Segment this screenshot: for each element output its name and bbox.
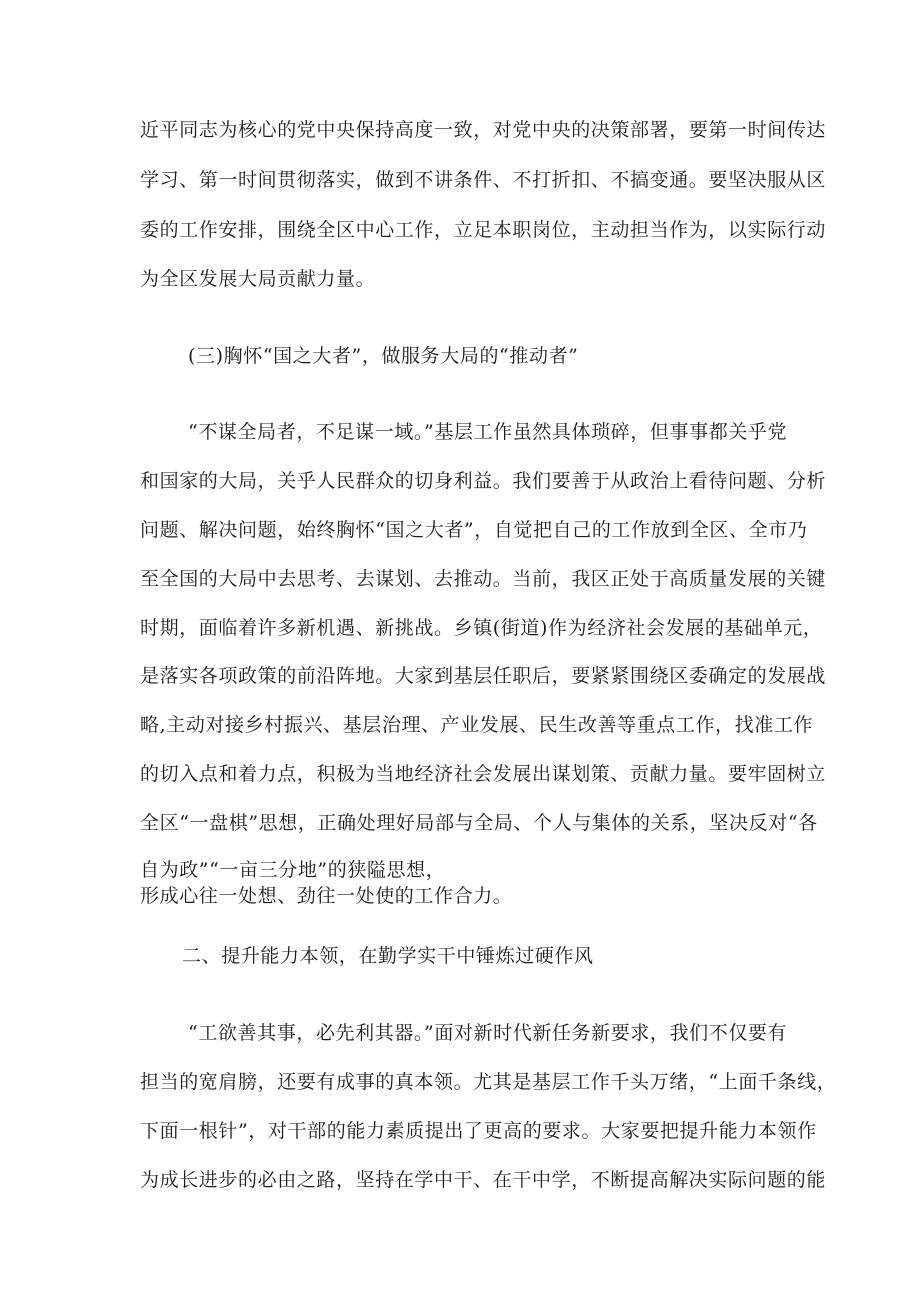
paragraph-line: 和国家的大局，关乎人民群众的切身利益。我们要善于从政治上看待问题、分析 (140, 470, 827, 492)
paragraph-line: 时期，面临着许多新机遇、新挑战。乡镇(街道)作为经济社会发展的基础单元， (140, 617, 823, 639)
paragraph-line: 担当的宽肩膀，还要有成事的真本领。尤其是基层工作千头万绪，“上面千条线， (140, 1071, 837, 1093)
paragraph-line: “工欲善其事，必先利其器。”面对新时代新任务新要求，我们不仅要有 (188, 1022, 788, 1044)
paragraph-line: 自为政”“一亩三分地”的狭隘思想， (140, 859, 446, 881)
paragraph-line: 为成长进步的必由之路，坚持在学中干、在干中学，不断提高解决实际问题的能 (140, 1169, 827, 1191)
paragraph-line: 是落实各项政策的前沿阵地。大家到基层任职后，要紧紧围绕区委确定的发展战 (140, 665, 827, 687)
paragraph-line: “不谋全局者，不足谋一域。”基层工作虽然具体琐碎，但事事都关乎党 (188, 421, 788, 443)
paragraph-line: 委的工作安排，围绕全区中心工作，立足本职岗位，主动担当作为，以实际行动 (140, 219, 827, 241)
paragraph-line: 形成心往一处想、劲往一处使的工作合力。 (140, 885, 513, 907)
paragraph-line: 至全国的大局中去思考、去谋划、去推动。当前，我区正处于高质量发展的关键 (140, 568, 827, 590)
paragraph-line: 为全区发展大局贡献力量。 (140, 268, 376, 290)
paragraph-line: 近平同志为核心的党中央保持高度一致，对党中央的决策部署，要第一时间传达 (140, 119, 827, 141)
section-heading: (三)胸怀“国之大者”，做服务大局的“推动者” (188, 345, 579, 367)
paragraph-line: 的切入点和着力点，积极为当地经济社会发展出谋划策、贡献力量。要牢固树立 (140, 763, 827, 785)
paragraph-line: 下面一根针”，对干部的能力素质提出了更高的要求。大家要把提升能力本领作 (140, 1120, 817, 1142)
paragraph-line: 学习、第一时间贯彻落实，做到不讲条件、不打折扣、不搞变通。要坚决服从区 (140, 169, 827, 191)
paragraph-line: 略,主动对接乡村振兴、基层治理、产业发展、民生改善等重点工作，找准工作 (140, 714, 814, 736)
paragraph-line: 问题、解决问题，始终胸怀“国之大者”，自觉把自己的工作放到全区、全市乃 (140, 519, 808, 541)
paragraph-line: 全区“一盘棋”思想，正确处理好局部与全局、个人与集体的关系，坚决反对“各 (140, 812, 818, 834)
section-heading: 二、提升能力本领，在勤学实干中锤炼过硬作风 (182, 945, 594, 967)
